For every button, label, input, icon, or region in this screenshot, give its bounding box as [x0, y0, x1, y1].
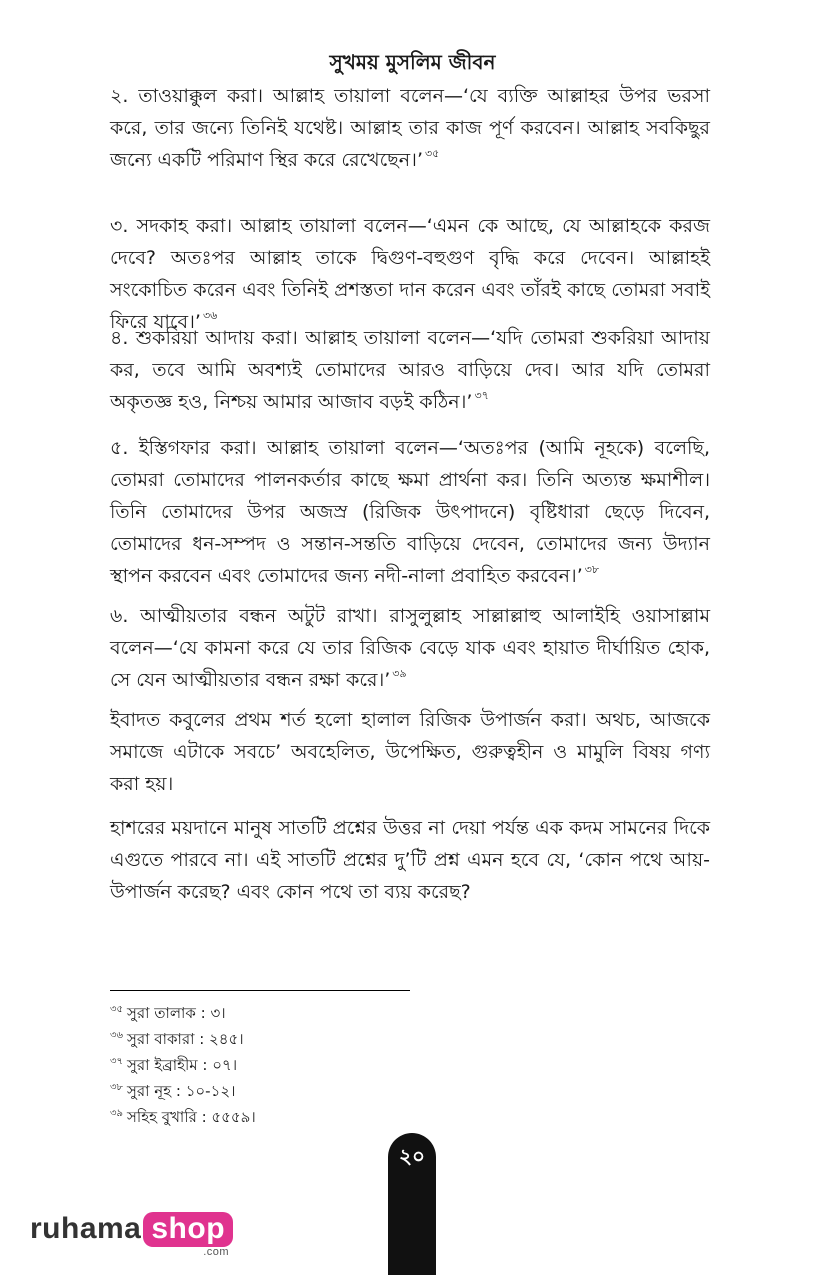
footnote-ref: ৩৭	[474, 389, 489, 402]
ruhamashop-logo	[30, 1212, 233, 1258]
paragraph-tawakkul	[110, 80, 710, 176]
footnote-number: ৩৬	[110, 1030, 124, 1041]
paragraph-sadaqah	[110, 210, 710, 338]
footnote-text: সুরা ইব্রাহীম : ০৭।	[127, 1056, 238, 1074]
paragraph-shukriya	[110, 322, 710, 418]
paragraph-text: ৩. সদকাহ করা। আল্লাহ তায়ালা বলেন—‘এমন কে আছে, যে আল্লাহকে করজ দেবে? অতঃপর আল্লাহ তাকে দ্বিগুণ-বহুগুণ বৃদ্ধি করে দেবেন। আল্লাহই সংকোচিত করেন এবং তিনিই প্রশস্ততা দান করেন এবং তাঁরই কাছে তোমরা সবাই ফিরে যাবে।’	[110, 215, 710, 333]
logo-suffix: .com	[203, 1246, 230, 1258]
logo-main-text: ruhama	[30, 1212, 142, 1245]
footnote-item	[110, 1104, 256, 1130]
paragraph-hashr	[110, 812, 710, 908]
footnote-number: ৩৫	[110, 1004, 123, 1015]
paragraph-text: ২. তাওয়াক্কুল করা। আল্লাহ তায়ালা বলেন—‘যে ব্যক্তি আল্লাহর উপর ভরসা করে, তার জন্যে তিনিই যথেষ্ট। আল্লাহ তার কাজ পূর্ণ করবেন। আল্লাহ সবকিছুর জন্যে একটি পরিমাণ স্থির করে রেখেছেন।’	[110, 85, 710, 171]
paragraph-text: ইবাদত কবুলের প্রথম শর্ত হলো হালাল রিজিক উপার্জন করা। অথচ, আজকে সমাজে এটাকে সবচে’ অবহেলিত, উপেক্ষিত, গুরুত্বহীন ও মামুলি বিষয় গণ্য করা হয়।	[110, 709, 710, 795]
paragraph-ibadat	[110, 704, 710, 800]
footnote-number: ৩৯	[110, 1108, 123, 1119]
footnote-item	[110, 1000, 226, 1026]
paragraph-text: ৪. শুকরিয়া আদায় করা। আল্লাহ তায়ালা বলেন—‘যদি তোমরা শুকরিয়া আদায় কর, তবে আমি অবশ্যই তোমাদের আরও বাড়িয়ে দেব। আর যদি তোমরা অকৃতজ্ঞ হও, নিশ্চয় আমার আজাব বড়ই কঠিন।’	[110, 327, 710, 413]
footnote-ref: ৩৬	[202, 309, 218, 322]
footnote-text: সুরা নূহ : ১০-১২।	[127, 1082, 236, 1100]
footnote-number: ৩৮	[110, 1082, 123, 1093]
footnote-item	[110, 1052, 237, 1078]
paragraph-kinship	[110, 600, 710, 696]
paragraph-text: ৬. আত্মীয়তার বন্ধন অটুট রাখা। রাসুলুল্লাহ সাল্লাল্লাহু আলাইহি ওয়াসাল্লাম বলেন—‘যে কামনা করে যে তার রিজিক বেড়ে যাক এবং হায়াত দীর্ঘায়িত হোক, সে যেন আত্মীয়তার বন্ধন রক্ষা করে।’	[110, 605, 710, 691]
logo-shop-text: shop	[143, 1212, 233, 1247]
footnote-ref: ৩৫	[424, 147, 440, 160]
footnote-text: সুরা তালাক : ৩।	[127, 1004, 226, 1022]
footnote-text: সুরা বাকারা : ২৪৫।	[127, 1030, 244, 1048]
page-title: সুখময় মুসলিম জীবন	[329, 50, 496, 74]
footnote-item	[110, 1026, 244, 1052]
footnote-ref: ৩৯	[392, 667, 407, 680]
footnote-ref: ৩৮	[584, 563, 600, 576]
footnote-text: সহিহ বুখারি : ৫৫৫৯।	[127, 1108, 256, 1126]
paragraph-text: ৫. ইস্তিগফার করা। আল্লাহ তায়ালা বলেন—‘অতঃপর (আমি নূহকে) বলেছি, তোমরা তোমাদের পালনকর্তার কাছে ক্ষমা প্রার্থনা কর। তিনি অত্যন্ত ক্ষমাশীল। তিনি তোমাদের উপর অজস্র (রিজিক উৎপাদনে) বৃষ্টিধারা ছেড়ে দিবেন, তোমাদের ধন-সম্পদ ও সন্তান-সন্ততি বাড়িয়ে দেবেন, তোমাদের জন্য উদ্যান স্থাপন করবেন এবং তোমাদের জন্য নদী-নালা প্রবাহিত করবেন।’	[110, 437, 710, 587]
footnote-number: ৩৭	[110, 1056, 124, 1067]
footnote-divider	[110, 990, 410, 991]
footnote-item	[110, 1078, 235, 1104]
page-number: ২০	[398, 1144, 425, 1168]
paragraph-istighfar	[110, 432, 710, 592]
paragraph-text: হাশরের ময়দানে মানুষ সাতটি প্রশ্নের উত্তর না দেয়া পর্যন্ত এক কদম সামনের দিকে এগুতে পারবে না। এই সাতটি প্রশ্নের দু’টি প্রশ্ন এমন হবে যে, ‘কোন পথে আয়-উপার্জন করেছ? এবং কোন পথে তা ব্যয় করেছ?	[110, 817, 710, 903]
